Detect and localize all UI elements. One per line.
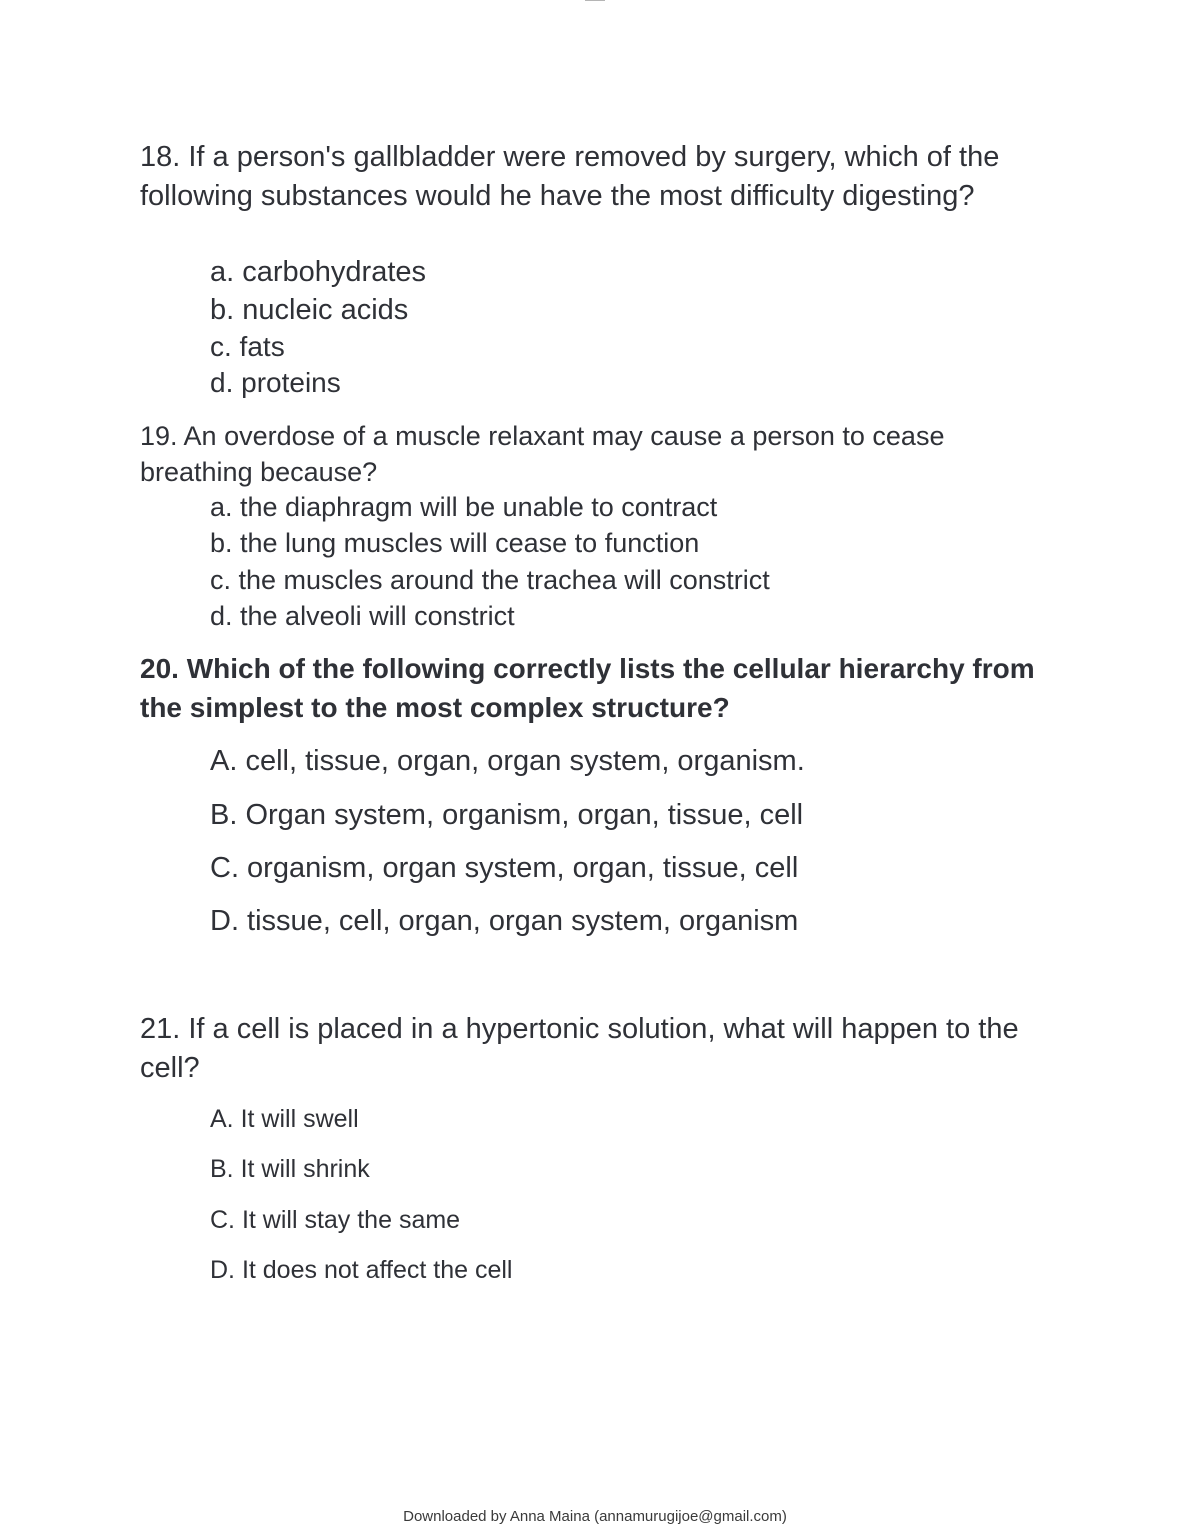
question-21-option-c: C. It will stay the same (210, 1206, 461, 1234)
question-18-option-c: c. fats (210, 331, 285, 362)
question-18-option-d: d. proteins (210, 367, 341, 398)
question-18-text: 18. If a person's gallbladder were removed by surgery, which of the following substances would he have the most difficulty digesting? (140, 141, 1000, 212)
question-20-option-d: D. tissue, cell, organ, organ system, organism (210, 905, 799, 937)
question-20-text: 20. Which of the following correctly lists the cellular hierarchy from the simplest to the most complex structure? (140, 653, 1035, 723)
question-21-option-d: D. It does not affect the cell (210, 1256, 513, 1284)
top-divider (585, 0, 605, 1)
question-19-text: 19. An overdose of a muscle relaxant may cause a person to cease breathing because? (140, 421, 945, 487)
question-21-option-b: B. It will shrink (210, 1155, 370, 1183)
question-19-option-c: c. the muscles around the trachea will constrict (210, 565, 770, 595)
question-18-option-a: a. carbohydrates (210, 256, 427, 288)
question-21-text: 21. If a cell is placed in a hypertonic solution, what will happen to the cell? (140, 1013, 1019, 1084)
question-20-option-c: C. organism, organ system, organ, tissue, cell (210, 852, 799, 884)
question-19-option-a: a. the diaphragm will be unable to contract (210, 492, 718, 522)
download-footer: Downloaded by Anna Maina (annamurugijoe@gmail.com) (403, 1508, 787, 1525)
question-20-option-b: B. Organ system, organism, organ, tissue, cell (210, 799, 804, 831)
question-19-option-b: b. the lung muscles will cease to function (210, 528, 700, 558)
question-20-option-a: A. cell, tissue, organ, organ system, organism. (210, 745, 805, 777)
question-18-option-b: b. nucleic acids (210, 294, 409, 326)
question-21-option-a: A. It will swell (210, 1105, 359, 1133)
question-19-option-d: d. the alveoli will constrict (210, 601, 515, 631)
